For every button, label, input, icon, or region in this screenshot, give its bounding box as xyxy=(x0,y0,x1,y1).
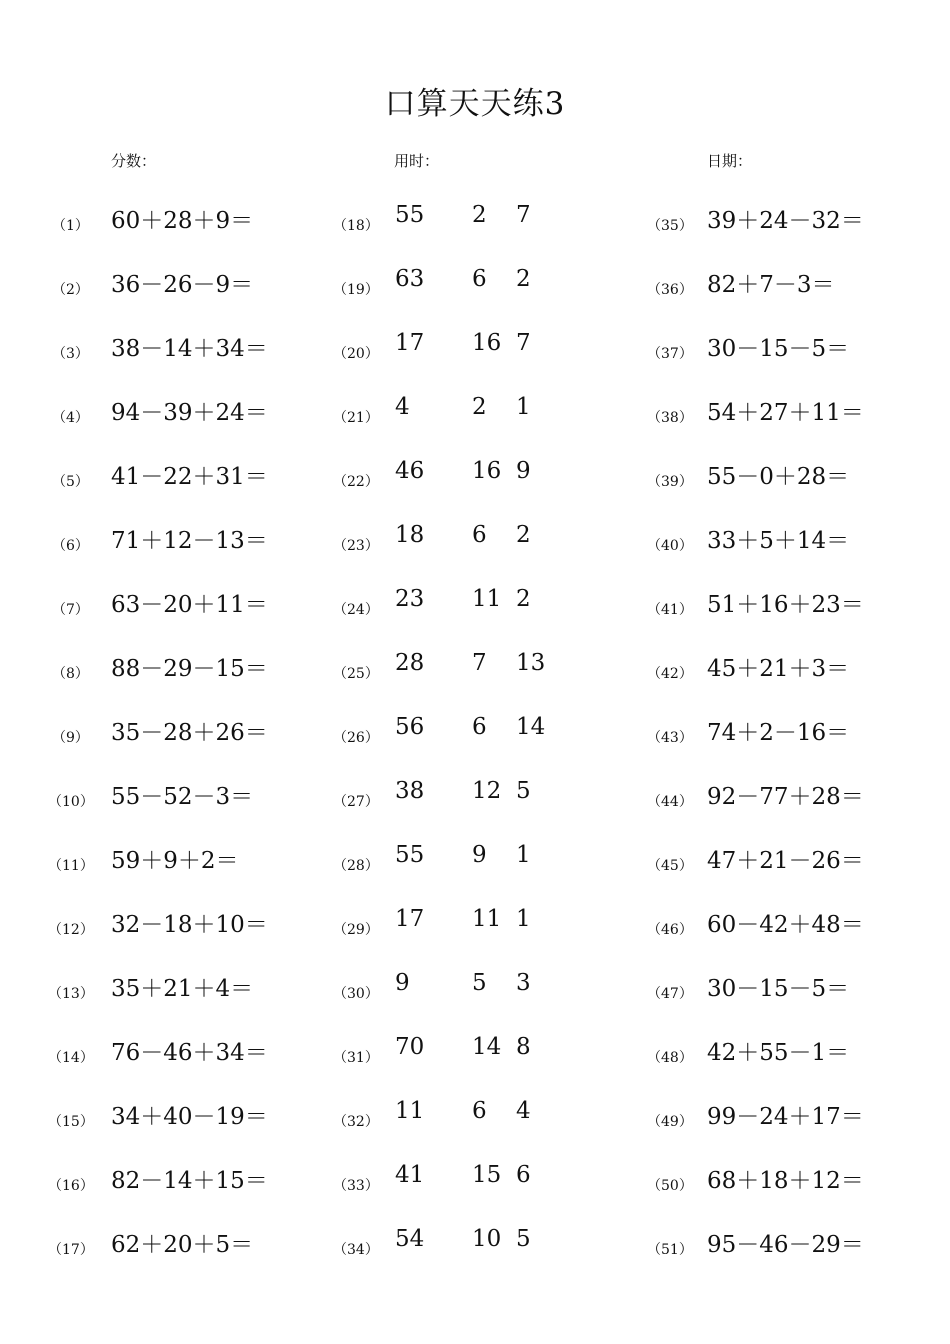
number-c: 6 xyxy=(516,1162,531,1188)
left-problem-row xyxy=(0,266,320,306)
number-a: 23 xyxy=(395,586,425,612)
right-problem-row xyxy=(640,1098,950,1138)
problem-number: （28） xyxy=(333,858,379,874)
right-problem-row xyxy=(640,266,950,306)
number-b: 12 xyxy=(472,778,502,804)
problem-expression: 41－22＋31＝ xyxy=(111,464,268,490)
middle-problem-row xyxy=(320,394,640,434)
right-problem-row xyxy=(640,586,950,626)
middle-problem-row xyxy=(320,714,640,754)
number-c: 7 xyxy=(516,202,531,228)
number-b: 7 xyxy=(472,650,487,676)
problem-number: （24） xyxy=(333,602,379,618)
number-c: 2 xyxy=(516,266,531,292)
problem-number: （22） xyxy=(333,474,379,490)
problem-expression: 45＋21＋3＝ xyxy=(707,656,850,682)
problem-number: （11） xyxy=(48,858,94,874)
middle-problem-row xyxy=(320,202,640,242)
left-problem-row xyxy=(0,202,320,242)
left-problem-row xyxy=(0,906,320,946)
left-problem-row xyxy=(0,650,320,690)
problem-expression: 51＋16＋23＝ xyxy=(707,592,864,618)
left-problem-row xyxy=(0,1098,320,1138)
right-problem-row xyxy=(640,906,950,946)
left-problem-row xyxy=(0,1226,320,1266)
number-b: 2 xyxy=(472,394,487,420)
middle-problem-row xyxy=(320,842,640,882)
time-label: 用时： xyxy=(394,152,440,170)
right-problem-row xyxy=(640,650,950,690)
left-problem-row xyxy=(0,970,320,1010)
problem-expression: 82－14＋15＝ xyxy=(111,1168,268,1194)
middle-problem-row xyxy=(320,1162,640,1202)
number-a: 41 xyxy=(395,1162,425,1188)
number-a: 9 xyxy=(395,970,410,996)
score-label: 分数： xyxy=(111,152,157,170)
number-a: 18 xyxy=(395,522,425,548)
problem-expression: 76－46＋34＝ xyxy=(111,1040,268,1066)
middle-problem-row xyxy=(320,906,640,946)
number-b: 5 xyxy=(472,970,487,996)
right-problem-row xyxy=(640,522,950,562)
problem-expression: 99－24＋17＝ xyxy=(707,1104,864,1130)
left-problem-row xyxy=(0,714,320,754)
problem-number: （18） xyxy=(333,218,379,234)
problem-expression: 54＋27＋11＝ xyxy=(707,400,864,426)
left-problem-row xyxy=(0,1162,320,1202)
right-problem-row xyxy=(640,394,950,434)
problem-expression: 68＋18＋12＝ xyxy=(707,1168,864,1194)
right-problem-row xyxy=(640,842,950,882)
number-c: 8 xyxy=(516,1034,531,1060)
middle-problem-row xyxy=(320,970,640,1010)
problem-number: （30） xyxy=(333,986,379,1002)
number-b: 14 xyxy=(472,1034,502,1060)
problem-expression: 47＋21－26＝ xyxy=(707,848,864,874)
problem-number: （41） xyxy=(647,602,693,618)
number-b: 16 xyxy=(472,330,502,356)
problem-expression: 71＋12－13＝ xyxy=(111,528,268,554)
problem-number: （51） xyxy=(647,1242,693,1258)
problem-number: （14） xyxy=(48,1050,94,1066)
middle-problem-row xyxy=(320,1098,640,1138)
number-a: 54 xyxy=(395,1226,425,1252)
number-b: 2 xyxy=(472,202,487,228)
problem-number: （7） xyxy=(52,602,89,618)
problem-expression: 60－42＋48＝ xyxy=(707,912,864,938)
problem-number: （23） xyxy=(333,538,379,554)
number-c: 9 xyxy=(516,458,531,484)
number-b: 11 xyxy=(472,906,502,932)
left-problem-row xyxy=(0,458,320,498)
problem-number: （17） xyxy=(48,1242,94,1258)
left-problem-row xyxy=(0,842,320,882)
problem-number: （25） xyxy=(333,666,379,682)
left-problem-row xyxy=(0,394,320,434)
problem-number: （19） xyxy=(333,282,379,298)
date-label: 日期： xyxy=(707,152,753,170)
number-b: 6 xyxy=(472,1098,487,1124)
problem-expression: 32－18＋10＝ xyxy=(111,912,268,938)
problem-expression: 62＋20＋5＝ xyxy=(111,1232,254,1258)
problem-number: （36） xyxy=(647,282,693,298)
problem-expression: 74＋2－16＝ xyxy=(707,720,850,746)
problem-number: （5） xyxy=(52,474,89,490)
problem-number: （10） xyxy=(48,794,94,810)
number-a: 55 xyxy=(395,202,425,228)
problem-number: （37） xyxy=(647,346,693,362)
problem-expression: 82＋7－3＝ xyxy=(707,272,835,298)
problem-expression: 30－15－5＝ xyxy=(707,976,850,1002)
problem-number: （26） xyxy=(333,730,379,746)
problem-expression: 35－28＋26＝ xyxy=(111,720,268,746)
number-a: 70 xyxy=(395,1034,425,1060)
right-problem-row xyxy=(640,330,950,370)
number-a: 56 xyxy=(395,714,425,740)
number-a: 28 xyxy=(395,650,425,676)
number-b: 6 xyxy=(472,522,487,548)
problem-number: （40） xyxy=(647,538,693,554)
left-problem-row xyxy=(0,1034,320,1074)
problem-expression: 55－0＋28＝ xyxy=(707,464,850,490)
problem-number: （47） xyxy=(647,986,693,1002)
middle-problem-row xyxy=(320,1034,640,1074)
problem-number: （44） xyxy=(647,794,693,810)
number-c: 7 xyxy=(516,330,531,356)
problem-expression: 95－46－29＝ xyxy=(707,1232,864,1258)
number-c: 13 xyxy=(516,650,546,676)
number-a: 11 xyxy=(395,1098,425,1124)
left-problem-row xyxy=(0,586,320,626)
problem-number: （50） xyxy=(647,1178,693,1194)
number-a: 46 xyxy=(395,458,425,484)
problem-number: （43） xyxy=(647,730,693,746)
problem-expression: 30－15－5＝ xyxy=(707,336,850,362)
number-c: 4 xyxy=(516,1098,531,1124)
right-problem-row xyxy=(640,1034,950,1074)
left-problem-row xyxy=(0,522,320,562)
number-c: 1 xyxy=(516,394,531,420)
middle-problem-row xyxy=(320,650,640,690)
problem-number: （39） xyxy=(647,474,693,490)
problem-number: （12） xyxy=(48,922,94,938)
problem-expression: 59＋9＋2＝ xyxy=(111,848,239,874)
number-c: 2 xyxy=(516,522,531,548)
right-problem-row xyxy=(640,1162,950,1202)
problem-number: （38） xyxy=(647,410,693,426)
problem-expression: 36－26－9＝ xyxy=(111,272,254,298)
number-c: 3 xyxy=(516,970,531,996)
problem-number: （27） xyxy=(333,794,379,810)
middle-problem-row xyxy=(320,330,640,370)
number-c: 1 xyxy=(516,906,531,932)
problem-number: （13） xyxy=(48,986,94,1002)
number-b: 11 xyxy=(472,586,502,612)
problem-number: （9） xyxy=(52,730,89,746)
problem-expression: 94－39＋24＝ xyxy=(111,400,268,426)
problem-expression: 55－52－3＝ xyxy=(111,784,254,810)
problem-number: （33） xyxy=(333,1178,379,1194)
problem-number: （35） xyxy=(647,218,693,234)
right-problem-row xyxy=(640,458,950,498)
number-a: 17 xyxy=(395,330,425,356)
right-problem-row xyxy=(640,970,950,1010)
middle-problem-row xyxy=(320,586,640,626)
problem-number: （31） xyxy=(333,1050,379,1066)
right-problem-row xyxy=(640,714,950,754)
problem-number: （32） xyxy=(333,1114,379,1130)
problem-number: （1） xyxy=(52,218,89,234)
number-b: 6 xyxy=(472,266,487,292)
problem-number: （15） xyxy=(48,1114,94,1130)
problem-expression: 33＋5＋14＝ xyxy=(707,528,850,554)
number-b: 15 xyxy=(472,1162,502,1188)
left-problem-row xyxy=(0,778,320,818)
problem-expression: 34＋40－19＝ xyxy=(111,1104,268,1130)
problem-number: （42） xyxy=(647,666,693,682)
middle-problem-row xyxy=(320,1226,640,1266)
problem-expression: 39＋24－32＝ xyxy=(707,208,864,234)
number-a: 4 xyxy=(395,394,410,420)
number-c: 5 xyxy=(516,1226,531,1252)
left-problem-row xyxy=(0,330,320,370)
number-c: 1 xyxy=(516,842,531,868)
middle-problem-row xyxy=(320,458,640,498)
number-a: 17 xyxy=(395,906,425,932)
middle-problem-row xyxy=(320,522,640,562)
right-problem-row xyxy=(640,1226,950,1266)
problem-number: （16） xyxy=(48,1178,94,1194)
number-c: 2 xyxy=(516,586,531,612)
problem-number: （29） xyxy=(333,922,379,938)
problem-number: （20） xyxy=(333,346,379,362)
problem-expression: 92－77＋28＝ xyxy=(707,784,864,810)
number-a: 38 xyxy=(395,778,425,804)
problem-number: （48） xyxy=(647,1050,693,1066)
number-b: 16 xyxy=(472,458,502,484)
problem-number: （49） xyxy=(647,1114,693,1130)
number-c: 14 xyxy=(516,714,546,740)
number-b: 9 xyxy=(472,842,487,868)
problem-expression: 63－20＋11＝ xyxy=(111,592,268,618)
number-b: 6 xyxy=(472,714,487,740)
problem-expression: 42＋55－1＝ xyxy=(707,1040,850,1066)
number-a: 55 xyxy=(395,842,425,868)
number-c: 5 xyxy=(516,778,531,804)
right-problem-row xyxy=(640,778,950,818)
problem-number: （34） xyxy=(333,1242,379,1258)
problem-number: （8） xyxy=(52,666,89,682)
problem-number: （46） xyxy=(647,922,693,938)
right-problem-row xyxy=(640,202,950,242)
problem-number: （6） xyxy=(52,538,89,554)
problem-expression: 38－14＋34＝ xyxy=(111,336,268,362)
problem-number: （21） xyxy=(333,410,379,426)
problem-number: （45） xyxy=(647,858,693,874)
problem-number: （2） xyxy=(52,282,89,298)
problem-number: （4） xyxy=(52,410,89,426)
number-b: 10 xyxy=(472,1226,502,1252)
number-a: 63 xyxy=(395,266,425,292)
middle-problem-row xyxy=(320,266,640,306)
problem-expression: 88－29－15＝ xyxy=(111,656,268,682)
middle-problem-row xyxy=(320,778,640,818)
problem-expression: 35＋21＋4＝ xyxy=(111,976,254,1002)
page-title: 口算天天练3 xyxy=(384,86,566,122)
problem-number: （3） xyxy=(52,346,89,362)
problem-expression: 60＋28＋9＝ xyxy=(111,208,254,234)
